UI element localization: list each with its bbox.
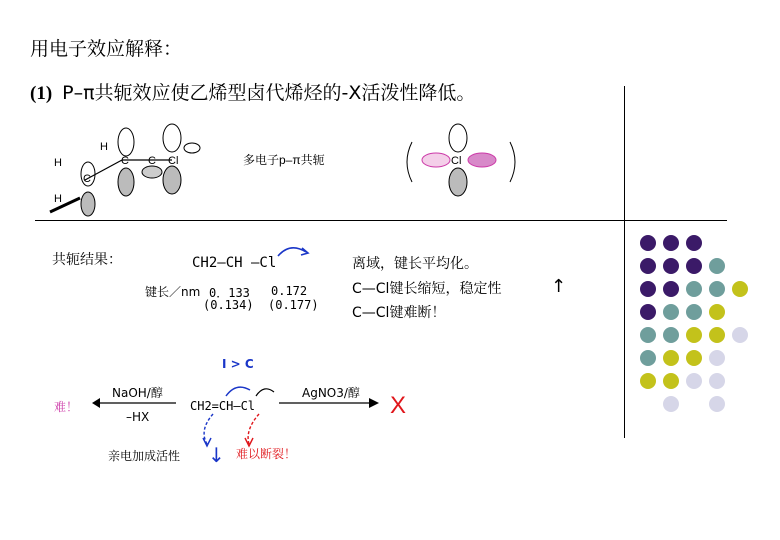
difficult-label: 难！ <box>54 400 79 414</box>
atom-label: C <box>121 155 129 167</box>
decorative-dot <box>663 373 679 389</box>
addition-activity-label: 亲电加成活性 <box>108 449 181 463</box>
down-curved-arrows <box>195 412 275 448</box>
atom-label: H <box>100 141 108 153</box>
decorative-dot <box>709 396 725 412</box>
atom-label: Cl <box>451 155 462 167</box>
substrate-formula: CH2=CH–Cl <box>190 399 256 413</box>
decorative-dot <box>709 304 725 320</box>
sigma-orbital <box>142 166 162 178</box>
p-orbital-upper-lobe <box>163 124 181 152</box>
decorative-dot <box>663 350 679 366</box>
pi-orbital-lobe <box>468 153 496 167</box>
bond-length-value: 0.172 <box>271 284 308 298</box>
p-orbital-lower-lobe <box>449 168 467 196</box>
decorative-dot <box>709 258 725 274</box>
bond-length-reference: (0.177) <box>268 298 319 312</box>
p-orbital-upper-lobe <box>118 128 134 156</box>
atom-label: H <box>54 193 62 205</box>
comparison-label: I > C <box>222 357 254 371</box>
decorative-dot <box>640 304 656 320</box>
decorative-dot <box>663 258 679 274</box>
decorative-dot <box>663 304 679 320</box>
p-orbital-lower-lobe <box>81 192 95 216</box>
bond-break-label: 难以断裂！ <box>236 447 297 461</box>
decorative-dot <box>686 327 702 343</box>
atom-label: C <box>148 155 156 167</box>
decorative-dot <box>709 327 725 343</box>
decorative-dot <box>686 350 702 366</box>
left-bracket <box>407 142 412 182</box>
formula: CH2—CH —Cl <box>192 255 277 271</box>
pi-orbital-lobe <box>422 153 450 167</box>
decorative-dot <box>686 235 702 251</box>
decorative-dot <box>663 281 679 297</box>
decorative-dot <box>732 327 748 343</box>
p-orbital-lower-lobe <box>163 166 181 194</box>
horizontal-divider <box>35 220 727 221</box>
atom-label: H <box>54 157 62 169</box>
decorative-dot <box>663 235 679 251</box>
curved-arrows-top <box>196 380 286 398</box>
decorative-dot <box>686 304 702 320</box>
curved-arrow <box>274 240 314 258</box>
decorative-dot <box>686 258 702 274</box>
decorative-dot <box>709 350 725 366</box>
decorative-dot <box>640 235 656 251</box>
orbital-diagram <box>40 120 600 220</box>
p-orbital-upper-lobe <box>449 124 467 152</box>
bond-length-value: 0．133 <box>209 286 250 300</box>
reagent-left: NaOH/醇 <box>112 386 163 400</box>
decorative-dot <box>686 281 702 297</box>
decorative-dot <box>663 396 679 412</box>
up-arrow-icon: ↑ <box>551 276 567 297</box>
reagent-left-condition: –HX <box>126 410 150 424</box>
conjugation-label: 多电子p–π共轭 <box>243 153 325 167</box>
result-line: C—Cl键难断！ <box>352 305 446 321</box>
decorative-dot <box>640 281 656 297</box>
conjugation-result-label: 共轭结果： <box>52 252 122 268</box>
subtitle <box>30 78 475 105</box>
subtitle-text: P–π共轭效应使乙烯型卤代烯烃的-X活泼性降低。 <box>62 82 476 104</box>
atom-label: Cl <box>168 155 179 167</box>
decorative-dot <box>732 281 748 297</box>
atom-label: C <box>83 173 91 185</box>
result-line: C—Cl键长缩短，稳定性 <box>352 281 502 297</box>
vertical-divider <box>624 86 625 438</box>
right-bracket <box>510 142 515 182</box>
decorative-dot <box>640 373 656 389</box>
reagent-right: AgNO3/醇 <box>302 386 360 400</box>
down-arrow-icon: ↓ <box>208 443 225 467</box>
heading: 用电子效应解释： <box>30 38 183 60</box>
decorative-dot <box>640 327 656 343</box>
subtitle-number: (1) <box>30 83 53 104</box>
p-orbital-lower-lobe <box>118 168 134 196</box>
decorative-dot <box>663 327 679 343</box>
sigma-orbital <box>184 143 200 153</box>
result-line: 离域，键长平均化。 <box>352 256 478 272</box>
decorative-dot <box>709 281 725 297</box>
decorative-dot <box>640 350 656 366</box>
decorative-dot <box>686 373 702 389</box>
blocked-x-mark: X <box>390 392 407 419</box>
bond-length-label: 键长／nm <box>145 285 201 299</box>
decorative-dot <box>709 373 725 389</box>
decorative-dot <box>640 258 656 274</box>
bond-length-reference: (0.134) <box>203 298 254 312</box>
